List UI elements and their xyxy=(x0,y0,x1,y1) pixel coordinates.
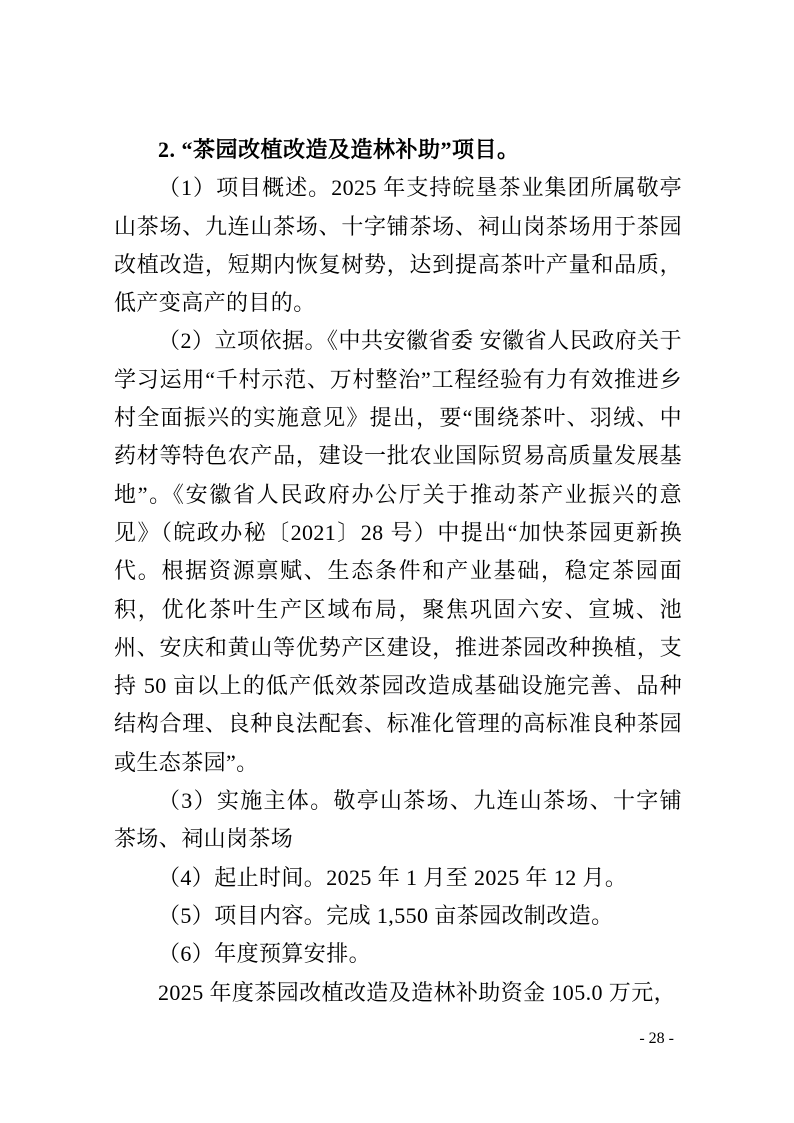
page-number: - 28 - xyxy=(639,1030,674,1047)
paragraph: （5）项目内容。完成 1,550 亩茶园改制改造。 xyxy=(158,902,614,928)
paragraph: 2025 年度茶园改植改造及造林补助资金 105.0 万元， xyxy=(158,979,677,1005)
paragraph: （4）起止时间。2025 年 1 月至 2025 年 12 月。 xyxy=(158,864,628,890)
section-heading: 2. “茶园改植改造及造林补助”项目。 xyxy=(158,137,520,162)
paragraphs-container xyxy=(114,169,682,1012)
paragraph: （3）实施主体。敬亭山茶场、九连山茶场、十字铺茶场、祠山岗茶场 xyxy=(114,788,682,852)
paragraph: （1）项目概述。2025 年支持皖垦茶业集团所属敬亭山茶场、九连山茶场、十字铺茶场、祠山岗茶场用于茶园改植改造，短期内恢复树势，达到提高茶叶产量和品质，低产变高产的目的。 xyxy=(114,175,682,316)
paragraph: （6）年度预算安排。 xyxy=(158,941,372,967)
document-body xyxy=(114,131,682,1012)
paragraph: （2）立项依据。《中共安徽省委 安徽省人民政府关于学习运用“千村示范、万村整治”工程经验有力有效推进乡村全面振兴的实施意见》提出，要“围绕茶叶、羽绒、中药材等特色农产品，建设一批农业国际贸易高质量发展基地”。《安徽省人民政府办公厅关于推动茶产业振兴的意见》（皖政办秘〔2021〕28 号）中提出“加快茶园更新换代。根据资源禀赋、生态条件和产业基础，稳定茶园面积，优化茶叶生产区域布局，聚焦巩固六安、宣城、池州、安庆和黄山等优势产区建设，推进茶园改种换植，支持 50 亩以上的低产低效茶园改造成基础设施完善、品种结构合理、良种良法配套、标准化管理的高标准良种茶园或生态茶园”。 xyxy=(114,328,682,775)
